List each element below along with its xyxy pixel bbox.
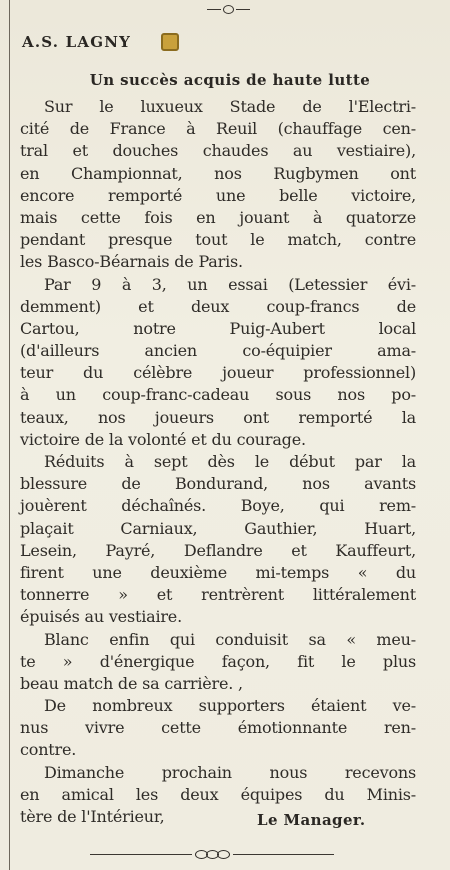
club-heading <box>22 33 179 51</box>
article-line: Cartou, notre Puig-Aubert local <box>20 318 416 338</box>
club-title: A.S. LAGNY <box>22 33 132 51</box>
article-line: Sur le luxueux Stade de l'Electri- <box>44 97 416 116</box>
signature: Le Manager. <box>257 811 366 829</box>
article-line: De nombreux supporters étaient ve- <box>44 696 416 716</box>
article-line: tral et douches chaudes au vestiaire), <box>20 141 416 161</box>
article-line: tère de l'Intérieur, <box>20 807 165 826</box>
club-emblem-icon <box>161 33 179 51</box>
article-line: demment) et deux coup-francs de <box>20 296 416 316</box>
article-line: firent une deuxième mi-temps « du <box>20 562 416 582</box>
article-line: cité de France à Reuil (chauffage cen- <box>20 119 416 139</box>
article-title: Un succès acquis de haute lutte <box>89 71 371 89</box>
article-line: Lesein, Payré, Deflandre et Kauffeurt, <box>20 540 416 560</box>
article-line: te » d'énergique façon, fit le plus <box>20 651 416 671</box>
article-line: teaux, nos joueurs ont remporté la <box>20 407 416 427</box>
article-line: épuisés au vestiaire. <box>20 607 182 627</box>
article-line: à un coup-franc-cadeau sous nos po- <box>20 385 416 405</box>
ornament-rule-right <box>233 854 335 855</box>
column-divider <box>9 0 10 870</box>
article-body <box>20 96 416 828</box>
article-line: mais cette fois en jouant à quatorze <box>20 207 416 227</box>
ornament-rule-left <box>90 854 192 855</box>
article-line: en amical les deux équipes du Minis- <box>20 784 416 804</box>
ornament-knot-icon <box>196 850 229 859</box>
article-line: contre. <box>20 740 77 760</box>
article-line: Par 9 à 3, un essai (Letessier évi- <box>44 274 416 294</box>
article-line: tonnerre » et rentrèrent littéralement <box>20 585 416 605</box>
bottom-ornament <box>90 847 334 861</box>
article-line: pendant presque tout le match, contre <box>20 230 416 250</box>
article-line: encore remporté une belle victoire, <box>20 185 416 205</box>
article-line: jouèrent déchaînés. Boye, qui rem- <box>20 496 416 516</box>
ornament-dash-left <box>207 9 221 10</box>
article-line: les Basco-Béarnais de Paris. <box>20 252 243 272</box>
article-line: Dimanche prochain nous recevons <box>44 762 416 782</box>
ornament-dash-right <box>236 9 250 10</box>
article-line: plaçait Carniaux, Gauthier, Huart, <box>20 518 416 538</box>
ornament-circle-icon <box>223 5 234 14</box>
article-line: teur du célèbre joueur professionnel) <box>20 363 416 383</box>
article-line: (d'ailleurs ancien co-équipier ama- <box>20 341 416 361</box>
article-line: Blanc enfin qui conduisit sa « meu- <box>44 629 416 649</box>
top-ornament <box>188 0 268 18</box>
article-line: beau match de sa carrière. , <box>20 673 243 693</box>
article-line: nus vivre cette émotionnante ren- <box>20 718 416 738</box>
article-line: Réduits à sept dès le début par la <box>44 452 416 471</box>
article-line: blessure de Bondurand, nos avants <box>20 474 416 494</box>
article-line: victoire de la volonté et du courage. <box>20 429 306 449</box>
article-line: en Championnat, nos Rugbymen ont <box>20 163 416 183</box>
ornament-loop-icon <box>217 850 230 859</box>
